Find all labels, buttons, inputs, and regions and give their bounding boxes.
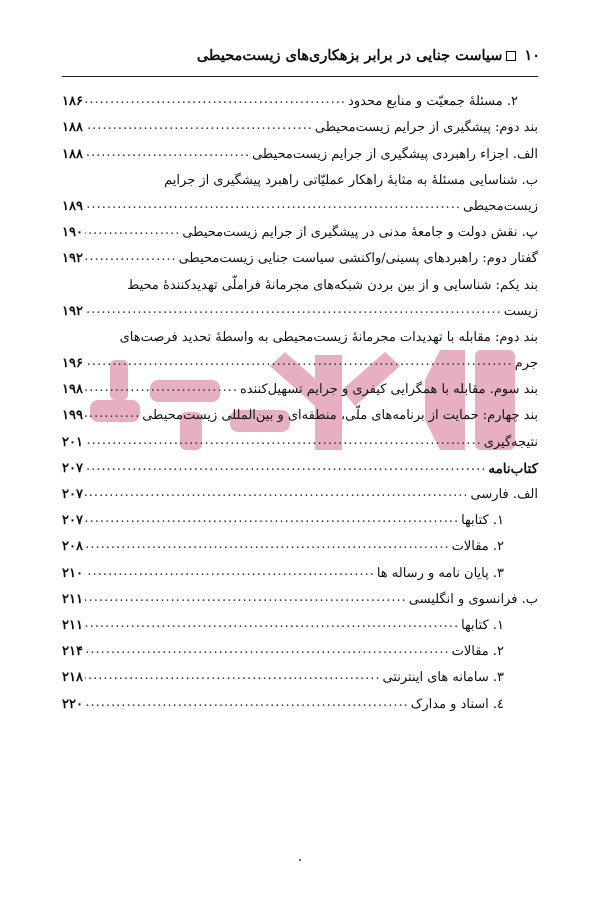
toc-entry	[62, 241, 538, 267]
toc-page-number: ۱۸۸	[62, 146, 83, 162]
toc-page-number: ۲۱۴	[62, 644, 83, 660]
dot-leader	[85, 302, 502, 318]
toc-page-number: ۱۹۲	[62, 251, 83, 267]
toc-entry-title: بند سوم. مقابله با همگرایی کیفری و جرایم تسهیل‌کننده	[239, 382, 538, 398]
toc-entry	[62, 294, 538, 320]
toc-entry	[62, 477, 538, 503]
toc-entry-title: کتاب‌نامه	[488, 460, 538, 477]
toc-entry	[62, 267, 538, 293]
toc-entry	[62, 189, 538, 215]
toc-entry	[62, 582, 538, 608]
toc-page-number: ۱۹۰	[62, 225, 83, 241]
toc-entry	[62, 424, 538, 450]
toc-entry-title: زیست	[503, 303, 538, 319]
toc-entry-title: گفتار دوم: راهبردهای پسینی/واکنشی سیاست جنایی زیست‌محیطی	[178, 251, 538, 267]
dot-leader	[85, 564, 375, 580]
toc-entry	[62, 215, 538, 241]
dot-leader	[85, 223, 180, 239]
dot-leader	[85, 118, 313, 134]
toc-page-number: ۱۸۹	[62, 198, 83, 214]
dot-leader	[85, 695, 409, 711]
toc-page-number: ۱۸۶	[62, 94, 83, 110]
toc-page-number: ۲۱۰	[62, 565, 83, 581]
toc-entry-title: جرم	[514, 356, 538, 372]
toc-entry-title: زیست‌محیطی	[462, 198, 538, 214]
toc-page-number: ۲۰۱	[62, 434, 83, 450]
dot-leader	[85, 642, 450, 658]
toc-entry-title: ۲. مقالات	[451, 644, 504, 660]
toc-entry	[62, 372, 538, 398]
toc-page-number: ۲۱۱	[62, 617, 83, 633]
dot-leader	[85, 145, 250, 161]
toc-page-number: ۲۰۸	[62, 539, 83, 555]
dot-leader	[85, 511, 459, 527]
toc-entry	[62, 451, 538, 477]
running-header	[60, 47, 540, 71]
toc-entry-title: ب. شناسایی مسئلهٔ به مثابهٔ راهکار عملیّاتی راهبرد پیشگیری از جرایم	[164, 172, 538, 188]
toc-entry-title: بند دوم: پیشگیری از جرایم زیست‌محیطی	[314, 120, 538, 136]
toc-entry-title: ۱. کتابها	[461, 617, 504, 633]
toc-page-number: ۲۱۸	[62, 670, 83, 686]
toc-page-number: ۲۰۷	[62, 487, 83, 502]
toc-entry-title: ۲. مقالات	[451, 539, 504, 555]
dot-leader	[85, 433, 482, 449]
page-footer-mark: ٠	[296, 852, 304, 868]
toc-page-number: ۱۸۸	[62, 120, 83, 136]
dot-leader	[85, 92, 346, 108]
toc-entry-title: پ. نقش دولت و جامعهٔ مدنی در پیشگیری از جرایم زیست‌محیطی	[182, 225, 538, 241]
toc-entry	[62, 110, 538, 136]
toc-entry-title: الف. اجزاء راهبردی پیشگیری از جرایم زیست‌محیطی	[252, 146, 538, 162]
header-title: سیاست جنایی در برابر بزهکاری‌های زیست‌محیطی	[196, 47, 503, 64]
toc-page-number: ۲۲۰	[62, 696, 83, 712]
toc-entry	[62, 686, 538, 712]
toc-entry-title: ۲. مسئلهٔ جمعیّت و منابع محدود	[348, 94, 518, 110]
toc-entry	[62, 163, 538, 189]
dot-leader	[85, 354, 513, 370]
dot-leader	[85, 668, 381, 684]
dot-leader	[85, 249, 177, 265]
dot-leader	[85, 616, 459, 632]
dot-leader	[85, 197, 461, 213]
dot-leader	[85, 485, 469, 501]
toc-entry	[62, 634, 538, 660]
toc-entry-title: ۳. پایان نامه و رساله ها	[376, 565, 504, 581]
toc-page-number: ۲۰۷	[62, 513, 83, 529]
toc-entry-title: الف. فارسی	[470, 487, 538, 502]
toc-page-number: ۱۹۹	[62, 408, 83, 424]
toc-entry	[62, 320, 538, 346]
toc-entry-title: ۳. سامانه های اینترنتی	[382, 670, 504, 686]
dot-leader	[85, 406, 140, 422]
square-icon	[506, 51, 516, 61]
toc-page-number: ۲۰۷	[62, 460, 83, 476]
toc-entry-title: نتیجه‌گیری	[483, 434, 538, 450]
toc-entry	[62, 608, 538, 634]
dot-leader	[85, 590, 407, 606]
toc-entry-title: ٤. اسناد و مدارک	[410, 696, 504, 712]
dot-leader	[85, 380, 238, 396]
header-rule	[62, 76, 538, 77]
toc-entry	[62, 529, 538, 555]
toc-entry	[62, 346, 538, 372]
toc-page-number: ۱۹۶	[62, 356, 83, 372]
toc-entry	[62, 503, 538, 529]
toc-entry-title: ب. فرانسوی و انگلیسی	[408, 591, 538, 607]
toc-entry	[62, 84, 538, 110]
toc-page-number: ۱۹۸	[62, 382, 83, 398]
toc-page-number: ۱۹۲	[62, 303, 83, 319]
toc-entry	[62, 555, 538, 581]
toc-entry-title: ۱. کتابها	[461, 513, 504, 529]
dot-leader	[85, 537, 450, 553]
toc-entry-title: بند دوم: مقابله با تهدیدات مجرمانهٔ زیست‌محیطی به واسطهٔ تحدید فرصت‌های	[119, 329, 538, 345]
toc-entry-title: بند چهارم: حمایت از برنامه‌های ملّی، منطقه‌ای و بین‌المللی زیست‌محیطی	[142, 408, 538, 424]
dot-leader	[85, 459, 486, 475]
toc-entry	[62, 136, 538, 162]
page-number: ۱۰	[524, 47, 540, 64]
table-of-contents	[62, 84, 538, 713]
toc-entry-title: بند یکم: شناسایی و از بین بردن شبکه‌های مجرمانهٔ فراملّی تهدیدکنندهٔ محیط	[127, 277, 538, 293]
toc-entry	[62, 398, 538, 424]
toc-entry	[62, 660, 538, 686]
toc-page-number: ۲۱۱	[62, 591, 83, 607]
